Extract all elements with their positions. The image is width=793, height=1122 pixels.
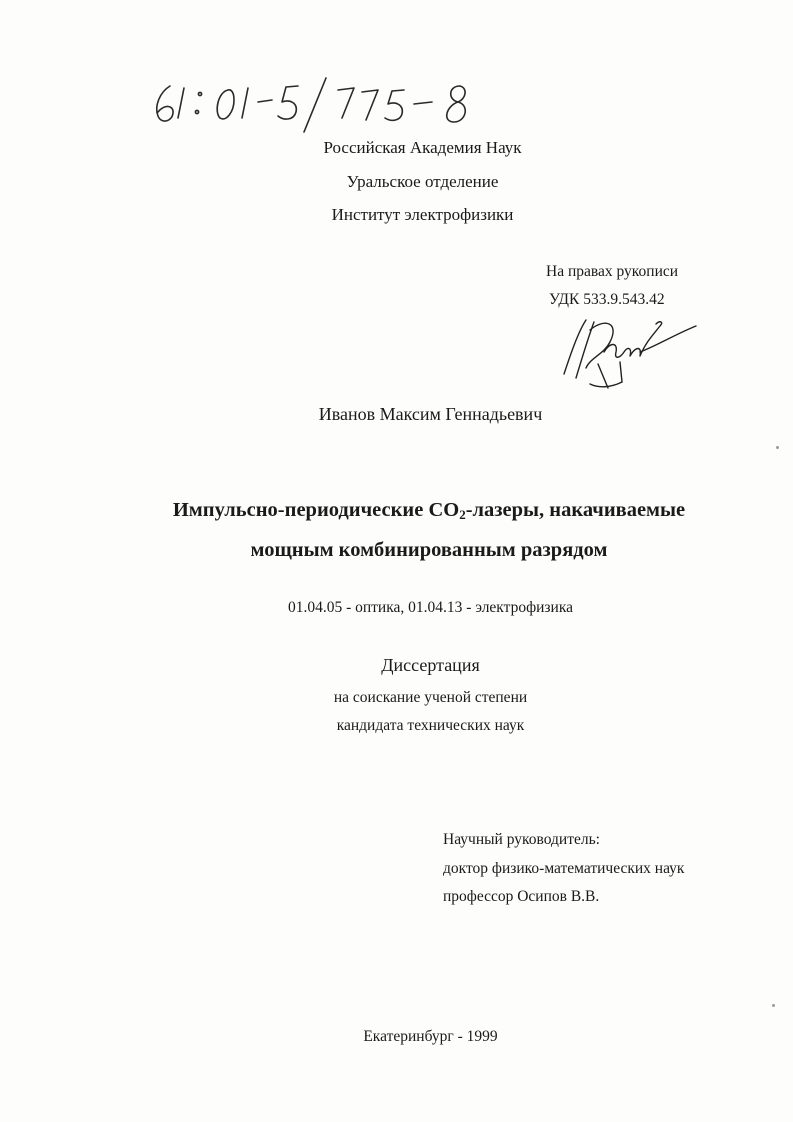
thesis-title-subscript: 2 bbox=[459, 507, 466, 522]
handwritten-archive-code bbox=[148, 72, 508, 136]
organization-branch: Уральское отделение bbox=[346, 172, 499, 191]
thesis-title bbox=[0, 490, 793, 570]
organization-academy: Российская Академия Наук bbox=[323, 138, 522, 157]
scan-speck bbox=[776, 446, 779, 449]
organization-institute: Институт электрофизики bbox=[331, 205, 514, 224]
archive-code-drawing bbox=[148, 72, 508, 136]
thesis-title-line-2: мощным комбинированным разрядом bbox=[250, 539, 608, 561]
degree-line-2: кандидата технических наук bbox=[336, 717, 525, 734]
supervisor-label: Научный руководитель: bbox=[443, 831, 600, 848]
thesis-title-part-post: -лазеры, накачиваемые bbox=[465, 499, 686, 521]
thesis-title-line-1 bbox=[0, 490, 793, 530]
scan-speck bbox=[772, 1004, 775, 1007]
thesis-title-part-pre: Импульсно-периодические CO bbox=[172, 499, 460, 521]
supervisor-name: профессор Осипов В.В. bbox=[443, 888, 600, 905]
specialty-codes: 01.04.05 - оптика, 01.04.13 - электрофизика bbox=[287, 599, 574, 616]
udk-code: УДК 533.9.543.42 bbox=[549, 291, 665, 308]
city-and-year: Екатеринбург - 1999 bbox=[363, 1028, 498, 1045]
signature-drawing bbox=[560, 312, 700, 396]
author-signature bbox=[560, 312, 700, 396]
manuscript-rights: На правах рукописи bbox=[546, 263, 679, 280]
degree-line-1: на соискание ученой степени bbox=[333, 689, 528, 706]
author-name: Иванов Максим Геннадьевич bbox=[318, 404, 543, 424]
supervisor-rank: доктор физико-математических наук bbox=[443, 860, 685, 877]
document-type: Диссертация bbox=[381, 655, 480, 675]
